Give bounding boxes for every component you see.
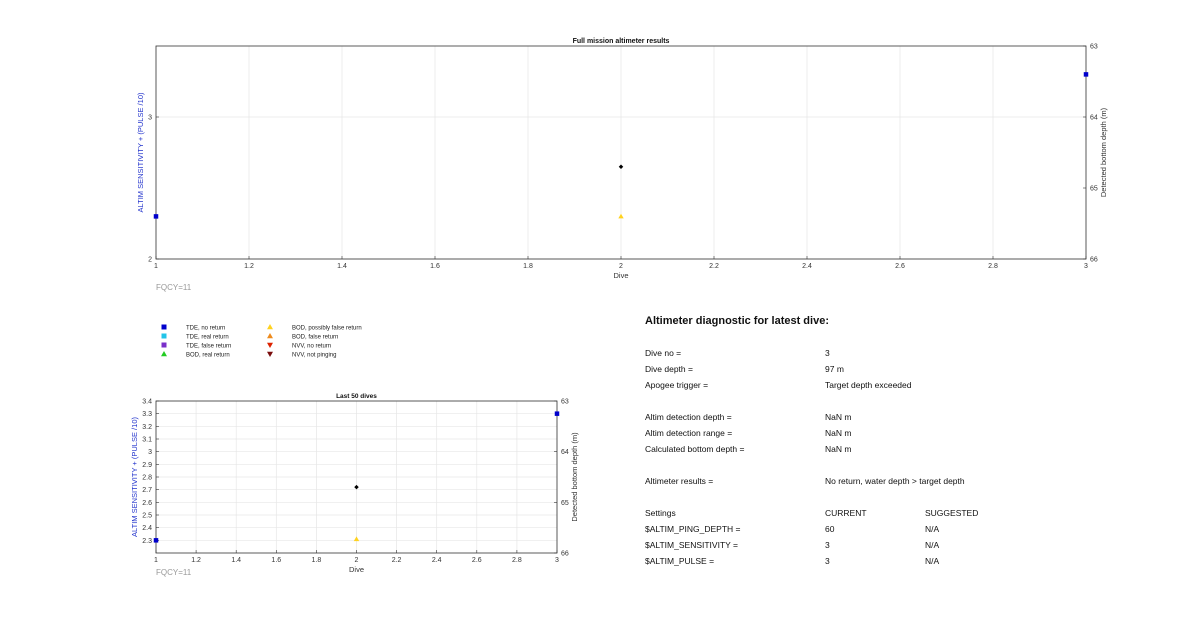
y-right-tick-label: 66 xyxy=(561,550,569,558)
x-tick-label: 2.6 xyxy=(471,557,482,564)
legend-marker-triangle-up xyxy=(267,324,273,329)
setting-current-ping-depth: 60 xyxy=(825,524,835,534)
legend-marker-triangle-up xyxy=(161,351,167,356)
legend-marker-triangle-up xyxy=(267,333,273,338)
legend-label: TDE, no return xyxy=(186,325,226,332)
x-tick-label: 1.2 xyxy=(191,557,201,564)
diag-value-calculated-bottom-depth: NaN m xyxy=(825,444,852,454)
y-tick-label: 2.9 xyxy=(142,461,152,469)
x-tick-label: 3 xyxy=(1084,263,1088,270)
diag-value-altim-detection-range: NaN m xyxy=(825,428,852,438)
setting-label-ping-depth: $ALTIM_PING_DEPTH = xyxy=(645,524,741,534)
setting-label-sensitivity: $ALTIM_SENSITIVITY = xyxy=(645,540,738,550)
y-tick-label: 3 xyxy=(148,114,152,122)
x-tick-label: 1 xyxy=(154,263,158,270)
x-axis-label: Dive xyxy=(348,565,365,574)
y-right-tick-label: 63 xyxy=(561,398,569,406)
legend-label: BOD, real return xyxy=(186,352,230,359)
x-tick-label: 2.4 xyxy=(431,557,442,564)
chart-title: Full mission altimeter results xyxy=(572,38,670,45)
diag-label-altim-detection-range: Altim detection range = xyxy=(645,428,733,438)
y-axis-label: ALTIM SENSITIVITY + (PULSE /10) xyxy=(130,417,139,537)
legend-marker-triangle-down xyxy=(267,352,273,357)
diag-value-altim-detection-depth: NaN m xyxy=(825,412,852,422)
x-tick-label: 2.8 xyxy=(512,557,522,564)
x-tick-label: 2.4 xyxy=(802,263,812,270)
x-tick-label: 2.2 xyxy=(709,263,719,270)
y-tick-label: 3.2 xyxy=(142,423,152,431)
y-right-axis-label: Detected bottom depth (m) xyxy=(1099,107,1108,198)
y-tick-label: 2.5 xyxy=(142,512,152,520)
diag-value-dive-no: 3 xyxy=(825,348,830,358)
diag-value-altimeter-results: No return, water depth > target depth xyxy=(825,476,965,486)
settings-header-current: CURRENT xyxy=(825,508,867,518)
y-right-tick-label: 65 xyxy=(1090,185,1098,193)
x-tick-label: 2.2 xyxy=(391,557,402,564)
y-tick-label: 3.1 xyxy=(142,436,152,444)
legend-marker-square xyxy=(162,334,167,339)
settings-header-suggested: SUGGESTED xyxy=(925,508,979,518)
x-tick-label: 1.6 xyxy=(271,557,282,564)
diag-label-calculated-bottom-depth: Calculated bottom depth = xyxy=(645,444,745,454)
x-tick-label: 2 xyxy=(619,263,623,270)
x-tick-label: 1.8 xyxy=(523,263,533,270)
y-tick-label: 3.3 xyxy=(142,411,152,419)
fqcy-footnote: FQCY=11 xyxy=(156,283,192,292)
x-tick-label: 1.4 xyxy=(231,557,242,564)
legend-label: TDE, real return xyxy=(186,334,229,341)
setting-current-sensitivity: 3 xyxy=(825,540,830,550)
diag-label-dive-no: Dive no = xyxy=(645,348,682,358)
y-tick-label: 2.3 xyxy=(142,537,152,545)
legend-label: BOD, false return xyxy=(292,334,339,341)
legend-label: BOD, possibly false return xyxy=(292,325,362,332)
x-tick-label: 1.8 xyxy=(311,557,322,564)
y-tick-label: 2.8 xyxy=(142,474,152,482)
y-right-tick-label: 65 xyxy=(561,499,569,507)
fqcy-footnote: FQCY=11 xyxy=(156,568,192,577)
x-tick-label: 2 xyxy=(354,557,359,564)
x-tick-label: 1.6 xyxy=(430,263,440,270)
chart-title: Last 50 dives xyxy=(336,393,377,400)
x-tick-label: 1.2 xyxy=(244,263,254,270)
y-right-tick-label: 64 xyxy=(561,449,569,457)
legend-label: NVV, no return xyxy=(292,343,332,350)
y-right-axis-label: Detected bottom depth (m) xyxy=(570,432,579,522)
x-tick-label: 2.6 xyxy=(895,263,905,270)
setting-current-pulse: 3 xyxy=(825,556,830,566)
legend-label: TDE, false return xyxy=(186,343,232,350)
legend-label: NVV, not pinging xyxy=(292,352,337,359)
diag-value-dive-depth: 97 m xyxy=(825,364,844,374)
setting-label-pulse: $ALTIM_PULSE = xyxy=(645,556,715,566)
y-tick-label: 3 xyxy=(148,449,152,457)
setting-suggested-ping-depth: N/A xyxy=(925,524,940,534)
y-axis-label: ALTIM SENSITIVITY + (PULSE /10) xyxy=(136,92,145,213)
y-right-tick-label: 66 xyxy=(1090,256,1098,264)
y-right-tick-label: 63 xyxy=(1090,43,1098,51)
y-tick-label: 3.4 xyxy=(142,398,152,406)
settings-header-label: Settings xyxy=(645,508,676,518)
diag-label-altimeter-results: Altimeter results = xyxy=(645,476,714,486)
y-tick-label: 2.6 xyxy=(142,499,152,507)
x-axis-label: Dive xyxy=(613,271,629,280)
legend-marker-square xyxy=(162,325,167,330)
y-tick-label: 2.7 xyxy=(142,487,152,495)
setting-suggested-sensitivity: N/A xyxy=(925,540,940,550)
y-right-tick-label: 64 xyxy=(1090,114,1098,122)
y-tick-label: 2.4 xyxy=(142,525,152,533)
diag-label-apogee-trigger: Apogee trigger = xyxy=(645,380,709,390)
x-tick-label: 3 xyxy=(555,557,559,564)
x-tick-label: 1.4 xyxy=(337,263,347,270)
setting-suggested-pulse: N/A xyxy=(925,556,940,566)
y-tick-label: 2 xyxy=(148,256,152,264)
diag-label-altim-detection-depth: Altim detection depth = xyxy=(645,412,732,422)
legend-marker-triangle-down xyxy=(267,343,273,348)
legend-marker-square xyxy=(162,343,167,348)
diag-label-dive-depth: Dive depth = xyxy=(645,364,693,374)
x-tick-label: 2.8 xyxy=(988,263,998,270)
diagnostic-title: Altimeter diagnostic for latest dive: xyxy=(645,315,829,327)
diag-value-apogee-trigger: Target depth exceeded xyxy=(825,380,912,390)
x-tick-label: 1 xyxy=(154,557,158,564)
